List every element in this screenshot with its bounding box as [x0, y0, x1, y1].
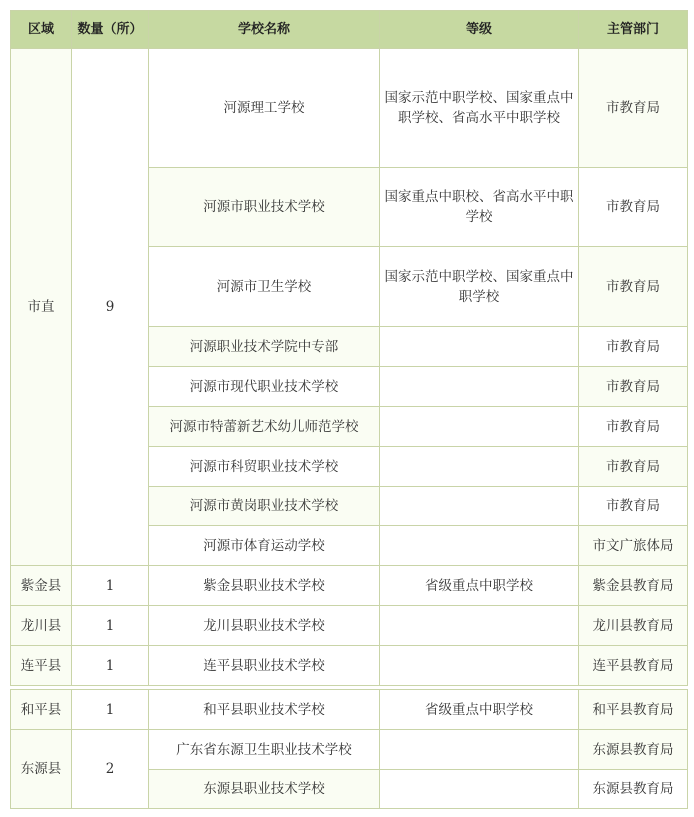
table-row	[11, 730, 688, 770]
table-row	[11, 566, 688, 606]
level-cell: 国家重点中职校、省高水平中职学校	[380, 168, 579, 247]
header-school: 学校名称	[149, 11, 380, 49]
dept-cell: 市教育局	[579, 447, 688, 487]
dept-cell: 紫金县教育局	[579, 566, 688, 606]
school-name-cell: 广东省东源卫生职业技术学校	[149, 730, 380, 770]
level-cell: 国家示范中职学校、国家重点中职学校、省高水平中职学校	[380, 49, 579, 168]
dept-cell: 市教育局	[579, 49, 688, 168]
level-cell: 国家示范中职学校、国家重点中职学校	[380, 247, 579, 327]
header-count: 数量（所）	[72, 11, 149, 49]
school-name-cell: 河源市现代职业技术学校	[149, 367, 380, 407]
school-name-cell: 河源市科贸职业技术学校	[149, 447, 380, 487]
region-cell: 龙川县	[11, 606, 72, 646]
dept-cell: 和平县教育局	[579, 690, 688, 730]
school-name-cell: 东源县职业技术学校	[149, 770, 380, 809]
count-cell: 1	[72, 566, 149, 606]
region-cell: 紫金县	[11, 566, 72, 606]
level-cell	[380, 487, 579, 526]
header-region: 区域	[11, 11, 72, 49]
table-row	[11, 690, 688, 730]
schools-table-continued	[10, 689, 688, 809]
school-name-cell: 河源市特蕾新艺术幼儿师范学校	[149, 407, 380, 447]
count-cell: 1	[72, 646, 149, 686]
region-cell: 连平县	[11, 646, 72, 686]
school-name-cell: 龙川县职业技术学校	[149, 606, 380, 646]
dept-cell: 市教育局	[579, 487, 688, 526]
region-cell: 东源县	[11, 730, 72, 809]
level-cell	[380, 526, 579, 566]
school-name-cell: 河源市黄岗职业技术学校	[149, 487, 380, 526]
level-cell	[380, 606, 579, 646]
header-level: 等级	[380, 11, 579, 49]
level-cell	[380, 770, 579, 809]
dept-cell: 东源县教育局	[579, 730, 688, 770]
region-cell: 和平县	[11, 690, 72, 730]
dept-cell: 市教育局	[579, 407, 688, 447]
level-cell	[380, 367, 579, 407]
table-row	[11, 49, 688, 168]
school-name-cell: 河源市卫生学校	[149, 247, 380, 327]
level-cell: 省级重点中职学校	[380, 690, 579, 730]
dept-cell: 市教育局	[579, 247, 688, 327]
school-name-cell: 河源理工学校	[149, 49, 380, 168]
level-cell	[380, 646, 579, 686]
dept-cell: 东源县教育局	[579, 770, 688, 809]
header-row	[11, 11, 688, 49]
school-name-cell: 紫金县职业技术学校	[149, 566, 380, 606]
dept-cell: 市文广旅体局	[579, 526, 688, 566]
level-cell	[380, 730, 579, 770]
count-cell: 1	[72, 606, 149, 646]
dept-cell: 市教育局	[579, 367, 688, 407]
schools-table	[10, 10, 688, 686]
school-name-cell: 河源职业技术学院中专部	[149, 327, 380, 367]
school-name-cell: 和平县职业技术学校	[149, 690, 380, 730]
table-row	[11, 606, 688, 646]
level-cell	[380, 447, 579, 487]
count-cell: 2	[72, 730, 149, 809]
level-cell	[380, 327, 579, 367]
level-cell	[380, 407, 579, 447]
count-cell: 9	[72, 49, 149, 566]
header-dept: 主管部门	[579, 11, 688, 49]
count-cell: 1	[72, 690, 149, 730]
school-name-cell: 河源市体育运动学校	[149, 526, 380, 566]
region-cell: 市直	[11, 49, 72, 566]
table-row	[11, 646, 688, 686]
dept-cell: 连平县教育局	[579, 646, 688, 686]
dept-cell: 市教育局	[579, 327, 688, 367]
dept-cell: 龙川县教育局	[579, 606, 688, 646]
school-name-cell: 连平县职业技术学校	[149, 646, 380, 686]
level-cell: 省级重点中职学校	[380, 566, 579, 606]
dept-cell: 市教育局	[579, 168, 688, 247]
school-name-cell: 河源市职业技术学校	[149, 168, 380, 247]
